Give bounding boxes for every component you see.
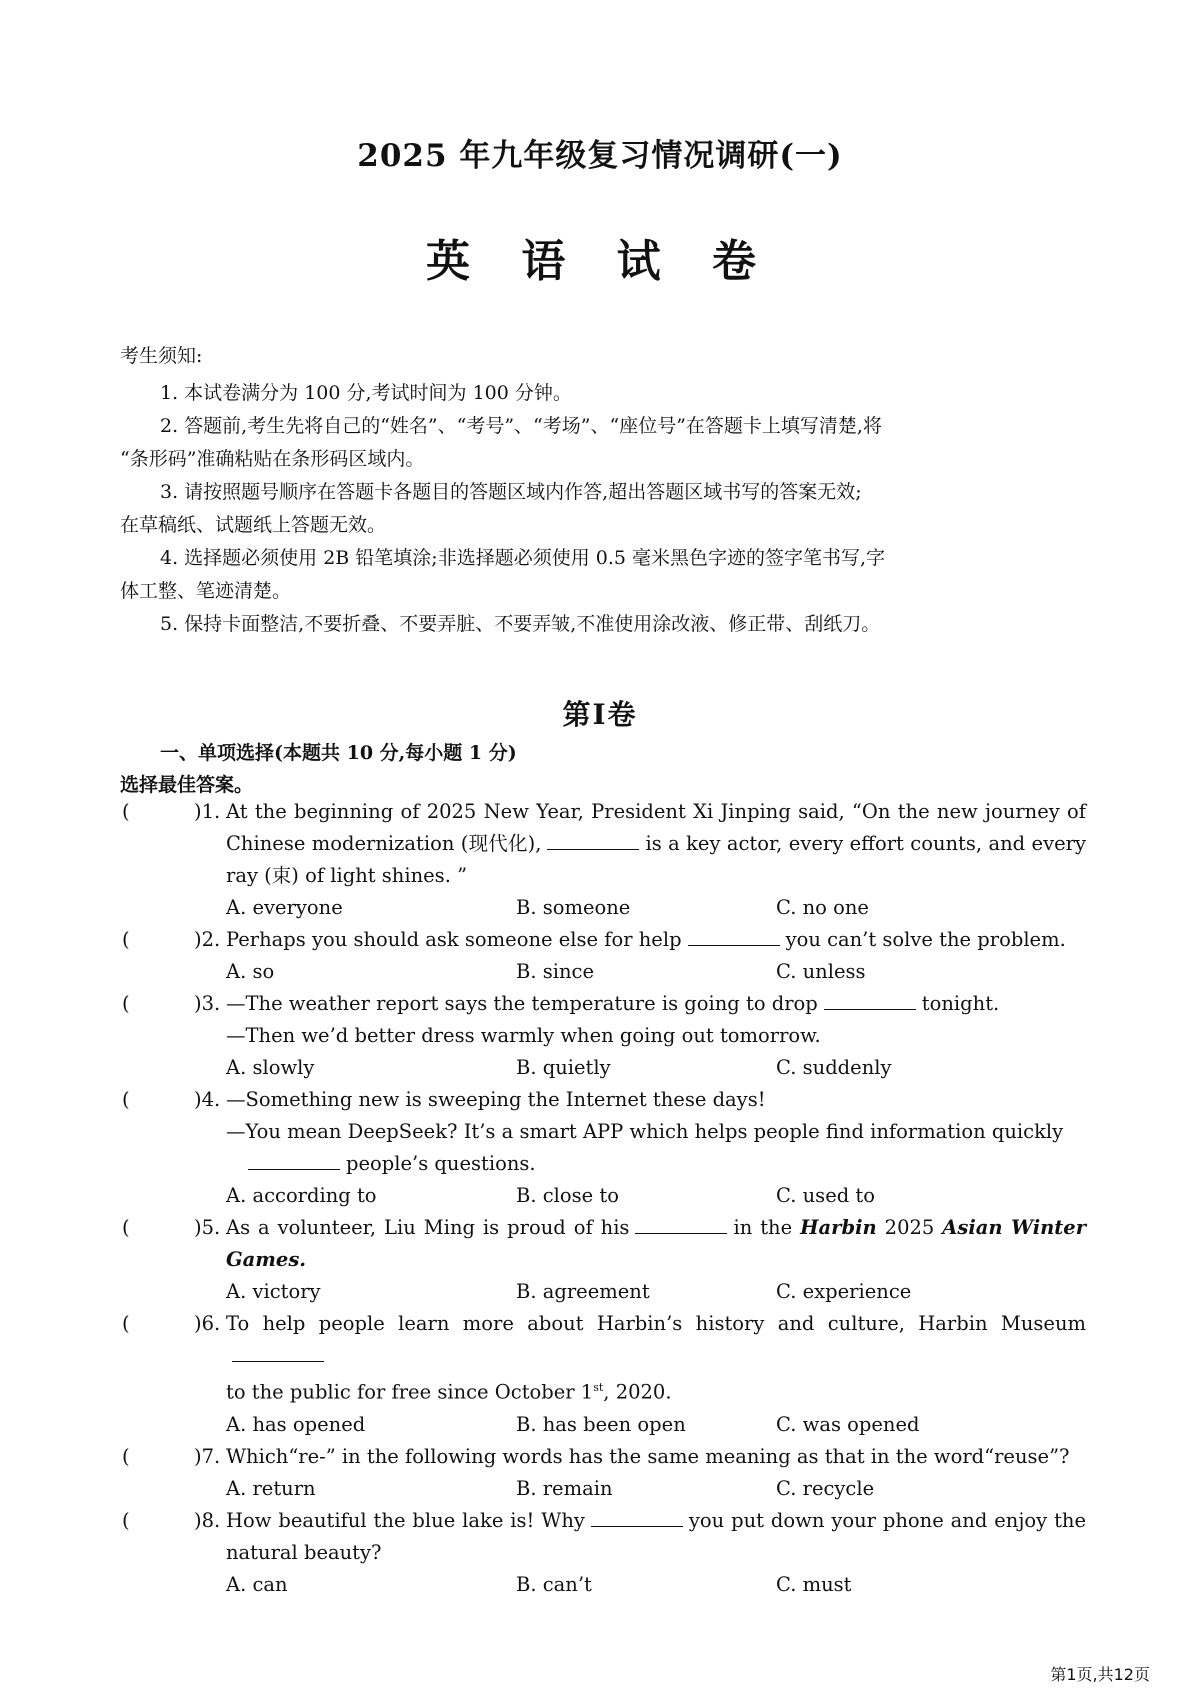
options (226, 892, 1086, 924)
question-stem: —The weather report says the temperature is going to drop tonight. (226, 988, 1086, 1020)
answer-blank (591, 1506, 683, 1527)
answer-paren[interactable]: ( (122, 1444, 130, 1468)
question-7 (120, 1441, 1086, 1505)
question-4 (120, 1084, 1086, 1212)
option-c[interactable]: C. was opened (776, 1412, 920, 1436)
question-number: )8. (194, 1508, 221, 1532)
question-stem: Which“re-” in the following words has the same meaning as that in the word“reuse”? (226, 1444, 1070, 1468)
options (226, 1473, 1086, 1505)
section-heading (120, 737, 1080, 801)
option-a[interactable]: A. return (226, 1476, 316, 1500)
option-a[interactable]: A. so (226, 960, 275, 983)
option-c[interactable]: C. no one (776, 896, 869, 919)
notice-item-3-cont: 在草稿纸、试题纸上答题无效。 (120, 514, 387, 536)
question-list (120, 796, 1086, 1601)
option-a[interactable]: A. has opened (226, 1412, 366, 1436)
question-1 (120, 796, 1086, 924)
question-5 (120, 1212, 1086, 1308)
option-b[interactable]: B. has been open (516, 1412, 686, 1436)
question-number: )2. (194, 928, 221, 951)
option-b[interactable]: B. close to (516, 1184, 619, 1207)
answer-paren[interactable]: ( (122, 992, 130, 1015)
options (226, 1052, 1086, 1084)
option-c[interactable]: C. must (776, 1572, 852, 1596)
options (226, 1180, 1086, 1212)
option-c[interactable]: C. suddenly (776, 1056, 892, 1079)
notice-heading: 考生须知: (120, 345, 203, 367)
notice-item-2: 2. 答题前,考生先将自己的“姓名”、“考号”、“考场”、“座位号”在答题卡上填写清楚,将 (160, 415, 882, 437)
notice-item-2-cont: “条形码”准确粘贴在条形码区域内。 (120, 448, 425, 470)
answer-blank (688, 925, 780, 946)
section-title: 一、单项选择(本题共 10 分,每小题 1 分) (160, 742, 517, 764)
notice-item-3: 3. 请按照题号顺序在答题卡各题目的答题区域内作答,超出答题区域书写的答案无效; (160, 481, 862, 503)
question-6 (120, 1308, 1086, 1441)
question-3 (120, 988, 1086, 1084)
answer-paren[interactable]: ( (122, 1088, 130, 1111)
question-2 (120, 924, 1086, 988)
answer-blank (635, 1213, 727, 1234)
options (226, 956, 1086, 988)
answer-blank (248, 1149, 340, 1170)
option-b[interactable]: B. agreement (516, 1280, 650, 1303)
page-number: 第1页,共12页 (1050, 1665, 1150, 1684)
question-line-1: —Something new is sweeping the Internet these days! (226, 1088, 766, 1111)
volume-heading: 第Ⅰ卷 (562, 698, 638, 731)
exam-title: 2025 年九年级复习情况调研(一) (357, 138, 843, 174)
section-instruction: 选择最佳答案。 (120, 774, 254, 796)
question-stem: At the beginning of 2025 New Year, President Xi Jinping said, “On the new journey of Chinese modernization (现代化), is a key actor, every effort counts, and every ray (束) of light shines. ” (226, 800, 1086, 887)
options (226, 1409, 1086, 1441)
option-c[interactable]: C. used to (776, 1184, 875, 1207)
option-a[interactable]: A. victory (226, 1280, 321, 1303)
question-stem: Perhaps you should ask someone else for help you can’t solve the problem. (226, 924, 1086, 956)
question-number: )5. (194, 1216, 221, 1239)
question-stem: —You mean DeepSeek? It’s a smart APP which helps people find information quickly people’s questions. (226, 1120, 1064, 1175)
question-stem: To help people learn more about Harbin’s history and culture, Harbin Museum to the public for free since October 1st, 2020. (226, 1312, 1086, 1404)
answer-paren[interactable]: ( (122, 928, 130, 951)
answer-blank (547, 829, 639, 850)
option-b[interactable]: B. remain (516, 1476, 613, 1500)
answer-paren[interactable]: ( (122, 1216, 130, 1239)
option-b[interactable]: B. can’t (516, 1572, 592, 1596)
question-number: )4. (194, 1088, 221, 1111)
answer-paren[interactable]: ( (122, 1312, 130, 1335)
option-a[interactable]: A. can (226, 1572, 288, 1596)
option-a[interactable]: A. slowly (226, 1056, 315, 1079)
question-number: )1. (194, 800, 221, 823)
option-a[interactable]: A. everyone (226, 896, 343, 919)
notice-item-4-cont: 体工整、笔迹清楚。 (120, 580, 292, 602)
question-number: )7. (194, 1444, 221, 1468)
option-c[interactable]: C. unless (776, 960, 866, 983)
option-b[interactable]: B. someone (516, 896, 631, 919)
option-a[interactable]: A. according to (226, 1184, 377, 1207)
notice-item-1: 1. 本试卷满分为 100 分,考试时间为 100 分钟。 (160, 382, 572, 404)
question-stem: How beautiful the blue lake is! Why you put down your phone and enjoy the natural beauty? (226, 1505, 1086, 1569)
notice-item-4: 4. 选择题必须使用 2B 铅笔填涂;非选择题必须使用 0.5 毫米黑色字迹的签字笔书写,字 (160, 547, 886, 569)
question-line-2: —Then we’d better dress warmly when going out tomorrow. (226, 1024, 821, 1047)
answer-paren[interactable]: ( (122, 800, 130, 823)
option-b[interactable]: B. quietly (516, 1056, 611, 1079)
question-number: )6. (194, 1312, 221, 1335)
answer-blank (232, 1341, 324, 1362)
candidate-notice (120, 340, 1080, 641)
option-c[interactable]: C. recycle (776, 1476, 875, 1500)
question-number: )3. (194, 992, 221, 1015)
question-stem: As a volunteer, Liu Ming is proud of his in the Harbin 2025 Asian Winter Games. (226, 1212, 1086, 1276)
exam-subtitle: 英 语 试 卷 (426, 236, 774, 287)
answer-paren[interactable]: ( (122, 1508, 130, 1532)
options (226, 1276, 1086, 1308)
option-b[interactable]: B. since (516, 960, 594, 983)
options (226, 1569, 1086, 1601)
question-8 (120, 1505, 1086, 1601)
option-c[interactable]: C. experience (776, 1280, 912, 1303)
answer-blank (824, 989, 916, 1010)
notice-item-5: 5. 保持卡面整洁,不要折叠、不要弄脏、不要弄皱,不准使用涂改液、修正带、刮纸刀。 (160, 613, 881, 635)
